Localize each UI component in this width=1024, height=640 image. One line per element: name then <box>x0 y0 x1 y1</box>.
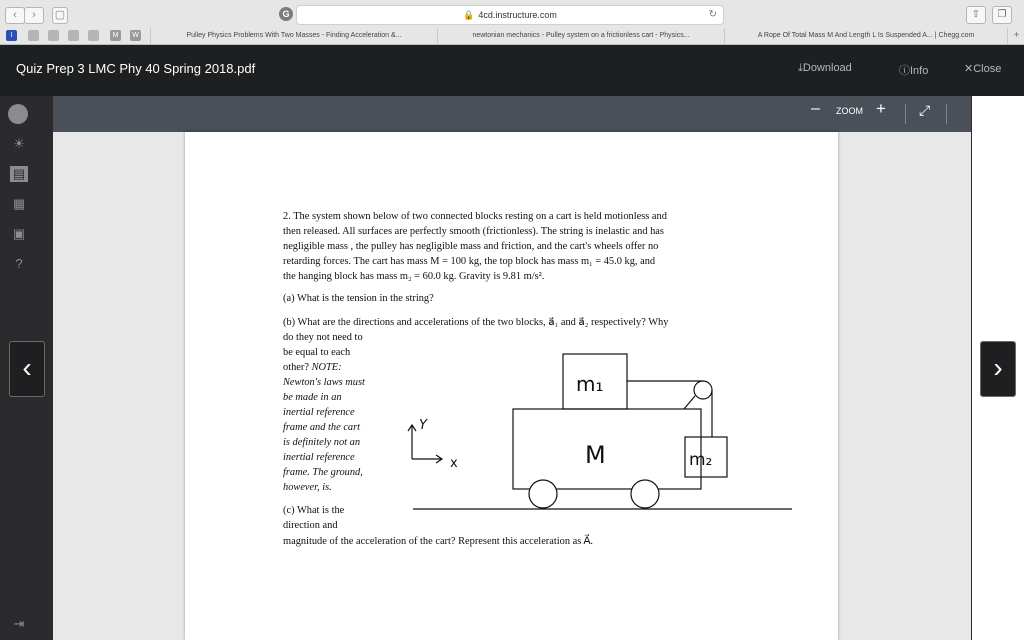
address-url: 4cd.instructure.com <box>478 10 557 20</box>
question-line: the hanging block has mass m₂ = 60.0 kg. Gravity is 9.81 m/s². <box>283 271 545 282</box>
bookmark-favicon-icon[interactable]: I <box>6 30 17 41</box>
download-button[interactable] <box>798 62 852 75</box>
bookmark-favicon-w-icon[interactable]: W <box>130 30 141 41</box>
previous-page-button[interactable] <box>9 341 45 397</box>
back-icon[interactable]: ‹ <box>5 7 25 24</box>
divider <box>905 104 906 124</box>
note-line: be made in an <box>283 392 342 403</box>
question-line: then released. All surfaces are perfectly smooth (frictionless). The string is inelastic and has <box>283 226 664 237</box>
info-button[interactable] <box>899 62 928 78</box>
calendar-icon[interactable]: ▦ <box>12 196 26 211</box>
next-page-button[interactable] <box>980 341 1016 397</box>
help-icon[interactable]: ? <box>15 256 23 271</box>
label-m2: m₂ <box>689 450 713 470</box>
divider <box>946 104 947 124</box>
lock-icon: 🔒 <box>463 10 475 20</box>
avatar[interactable] <box>8 104 28 124</box>
part-b-line: do they not need to <box>283 332 363 343</box>
bookmark-favicon-icon[interactable] <box>28 30 39 41</box>
note-line: inertial reference <box>283 407 355 418</box>
close-label: Close <box>973 63 1002 75</box>
download-label: Download <box>802 62 852 74</box>
note-label: NOTE: <box>311 362 342 373</box>
chevron-right-icon: › <box>993 352 1003 383</box>
dashboard-icon[interactable]: ☀ <box>13 136 25 151</box>
bookmark-favicon-icon[interactable] <box>48 30 59 41</box>
note-line: is definitely not an <box>283 437 361 448</box>
collapse-sidebar-icon[interactable]: ⇥ <box>13 616 25 631</box>
inbox-icon[interactable]: ▣ <box>12 226 26 241</box>
share-icon[interactable]: ⇧ <box>966 6 986 24</box>
info-icon: ⓘ <box>899 65 910 77</box>
cart-wheel-left <box>529 480 557 508</box>
courses-icon[interactable]: ▤ <box>10 166 28 182</box>
viewer-toolbar <box>53 96 971 132</box>
part-b-text: other? <box>283 362 309 373</box>
question-line: negligible mass , the pulley has negligible mass and friction, and the cart's wheels offer no <box>283 241 659 252</box>
tab-pulley-physics[interactable]: Pulley Physics Problems With Two Masses - Finding Acceleration &... <box>150 28 437 44</box>
pulley <box>694 381 712 399</box>
axis-label-x: x <box>450 456 458 471</box>
address-bar[interactable] <box>296 5 724 25</box>
zoom-label: ZOOM <box>836 106 863 116</box>
part-b-line <box>283 360 342 375</box>
pulley-bracket <box>684 396 695 409</box>
question-line: retarding forces. The cart has mass M = 100 kg, the top block has mass m₁ = 45.0 kg, and <box>283 256 656 267</box>
tabs-overview-icon[interactable]: ❐ <box>992 6 1012 24</box>
fullscreen-icon[interactable]: ⤢ <box>919 102 931 118</box>
part-b: (b) What are the directions and accelerations of the two blocks, a⃗₁ and a⃗₂ respectively? Why <box>283 317 669 328</box>
note-line: however, is. <box>283 482 332 493</box>
part-a: (a) What is the tension in the string? <box>283 293 434 304</box>
viewer-header <box>0 45 1024 96</box>
chevron-left-icon: ‹ <box>22 352 32 383</box>
zoom-out-button[interactable]: – <box>811 100 820 117</box>
document-title: Quiz Prep 3 LMC Phy 40 Spring 2018.pdf <box>16 61 256 76</box>
label-m1: m₁ <box>576 372 604 396</box>
forward-icon[interactable]: › <box>24 7 44 24</box>
tab-chegg[interactable]: A Rope Of Total Mass M And Length L Is Suspended A... | Chegg.com <box>724 28 1007 44</box>
info-label: Info <box>910 65 929 77</box>
note-line: Newton's laws must <box>283 377 365 388</box>
question-line: 2. The system shown below of two connected blocks resting on a cart is held motionless and <box>283 211 667 222</box>
close-button[interactable] <box>964 62 1001 75</box>
g-extension-icon[interactable]: G <box>279 7 293 21</box>
bookmark-favicon-icon[interactable] <box>88 30 99 41</box>
reload-icon[interactable]: ↻ <box>708 9 717 20</box>
axis-label-y: Y <box>419 418 427 433</box>
part-b-line: be equal to each <box>283 347 351 358</box>
part-c-line: (c) What is the <box>283 505 345 516</box>
cart-body <box>513 409 701 489</box>
note-line: frame and the cart <box>283 422 361 433</box>
pdf-page <box>185 132 838 640</box>
label-M: M <box>585 441 606 469</box>
tab-bar <box>0 28 1024 44</box>
bookmark-favicon-m-icon[interactable]: M <box>110 30 121 41</box>
part-c-line: direction and <box>283 520 338 531</box>
note-line: inertial reference <box>283 452 355 463</box>
zoom-in-button[interactable]: + <box>876 99 886 118</box>
download-icon: ⤓ <box>798 62 803 74</box>
bookmark-favicon-icon[interactable] <box>68 30 79 41</box>
browser-chrome <box>0 0 1024 45</box>
sidebar-toggle-icon[interactable]: ▢ <box>52 7 68 24</box>
close-icon: ✕ <box>964 63 974 75</box>
tab-newtonian-mechanics[interactable]: newtonian mechanics - Pulley system on a frictionless cart - Physics... <box>437 28 724 44</box>
cart-pulley-diagram <box>395 347 795 517</box>
new-tab-button[interactable]: + <box>1007 28 1024 44</box>
note-line: frame. The ground, <box>283 467 363 478</box>
cart-wheel-right <box>631 480 659 508</box>
part-c-line: magnitude of the acceleration of the cart? Represent this acceleration as A⃗. <box>283 536 594 547</box>
